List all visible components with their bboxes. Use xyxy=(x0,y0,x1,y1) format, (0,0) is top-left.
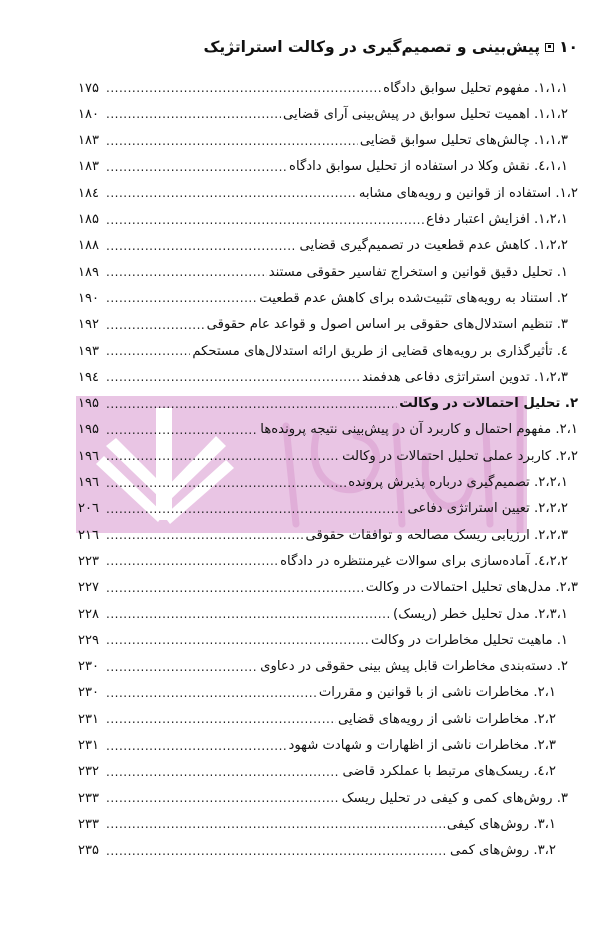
toc-entry-page-number: ۱۹۵ xyxy=(78,422,99,438)
toc-entry[interactable] xyxy=(78,602,568,626)
toc-entry-page-number: ۲۳۵ xyxy=(78,843,99,859)
toc-entry-title: ۲،۲،۳. ارزیابی ریسک مصالحه و توافقات حقوقی xyxy=(305,527,568,543)
toc-entry[interactable] xyxy=(78,471,568,495)
toc-entry-page-number: ۱۸۳ xyxy=(78,133,99,149)
toc-entry-page-number: ۲۲۹ xyxy=(78,632,99,648)
dot-leader xyxy=(106,132,358,150)
toc-entry-page-number: ۲۲۳ xyxy=(78,553,99,569)
dot-leader xyxy=(106,395,397,413)
dot-leader xyxy=(106,316,205,334)
toc-entry-title: ۳،۲. روش‌های کمی xyxy=(449,843,556,859)
square-bullet-icon xyxy=(545,43,554,52)
toc-entry-title: ۲،۱. مخاطرات ناشی از با قوانین و مقررات xyxy=(318,685,556,701)
dot-leader xyxy=(106,158,287,176)
toc-entry-title: ۲. تحلیل احتمالات در وکالت xyxy=(399,396,578,412)
toc-entry[interactable] xyxy=(78,628,568,652)
toc-entry-page-number: ۱۸۳ xyxy=(78,159,99,175)
toc-entry[interactable] xyxy=(78,102,568,126)
toc-entry-page-number: ۲۳۳ xyxy=(78,790,99,806)
toc-entry-title: ۱،۱،۲. اهمیت تحلیل سوابق در پیش‌بینی آرای قضایی xyxy=(283,106,568,122)
toc-entry-page-number: ۲۳۲ xyxy=(78,764,99,780)
toc-entry-page-number: ۱۹۳ xyxy=(78,343,99,359)
toc-entry[interactable] xyxy=(78,497,568,521)
dot-leader xyxy=(106,789,340,807)
toc-entry-page-number: ۱۸۸ xyxy=(78,238,99,254)
toc-entry-title: ۳. تنظیم استدلال‌های حقوقی بر اساس اصول و قواعد عام حقوقی xyxy=(206,317,568,333)
toc-entry-page-number: ۱۹۰ xyxy=(78,290,99,306)
page-number: ۱۰ xyxy=(559,38,578,56)
toc-entry-page-number: ۱۸۰ xyxy=(78,106,99,122)
toc-entry-title: ۱،۲،۲. کاهش عدم قطعیت در تصمیم‌گیری قضایی xyxy=(299,238,568,254)
toc-entry[interactable] xyxy=(78,339,568,363)
toc-entry[interactable] xyxy=(78,418,578,442)
toc-entry[interactable] xyxy=(78,365,568,389)
toc-entry-page-number: ۱۹٦ xyxy=(78,475,99,490)
toc-entry-page-number: ۱۹۲ xyxy=(78,317,99,333)
toc-entry-title: ۱،۲،۱. افزایش اعتبار دفاع xyxy=(426,212,568,227)
dot-leader xyxy=(106,184,357,202)
toc-entry-title: ۲،٤. ریسک‌های مرتبط با عملکرد قاضی xyxy=(342,764,556,780)
toc-entry-title: ۲،۲. کاربرد عملی تحلیل احتمالات در وکالت xyxy=(342,448,578,464)
toc-entry-page-number: ۲۱٦ xyxy=(78,527,99,543)
toc-entry[interactable] xyxy=(78,707,556,731)
toc-entry[interactable] xyxy=(78,681,556,705)
toc-entry-title: ۱،۱،٤. نقش وکلا در استفاده از تحلیل سوابق دادگاه xyxy=(289,159,568,175)
toc-entry-page-number: ۱۸۵ xyxy=(78,212,99,227)
dot-leader xyxy=(106,421,258,439)
toc-entry[interactable] xyxy=(78,181,578,205)
toc-entry-title: ۲،۳. مدل‌های تحلیل احتمالات در وکالت xyxy=(365,580,578,596)
toc-entry-page-number: ۱۷۵ xyxy=(78,80,99,96)
toc-entry-page-number: ۲۳۱ xyxy=(78,738,99,753)
toc-entry[interactable] xyxy=(78,655,568,679)
dot-leader xyxy=(106,447,340,465)
dot-leader xyxy=(106,500,405,518)
dot-leader xyxy=(106,658,258,676)
dot-leader xyxy=(106,552,278,570)
toc-entry-title: ۲،۳،۱. مدل تحلیل خطر (ریسک) xyxy=(393,606,568,622)
dot-leader xyxy=(106,368,360,386)
toc-entry[interactable] xyxy=(78,129,568,153)
toc-entry-page-number: ۲۰٦ xyxy=(78,501,99,517)
toc-entry-title: ۲،۲. مخاطرات ناشی از رویه‌های قضایی xyxy=(338,711,556,727)
toc-entry-title: ۱. تحلیل دقیق قوانین و استخراج تفاسیر حقوقی مستند xyxy=(268,264,568,280)
toc-entry-title: ۱،۱،۱. مفهوم تحلیل سوابق دادگاه xyxy=(383,80,568,96)
toc-entry[interactable] xyxy=(78,786,568,810)
toc-entry[interactable] xyxy=(78,392,578,416)
toc-entry[interactable] xyxy=(78,76,568,100)
toc-entry-page-number: ۱۸۹ xyxy=(78,264,99,280)
toc-entry-page-number: ۱۹۵ xyxy=(78,396,99,412)
toc-entry-title: ۲،۲،۲. تعیین استراتژی دفاعی xyxy=(407,501,568,517)
toc-entry[interactable] xyxy=(78,760,556,784)
toc-entry[interactable] xyxy=(78,576,578,600)
page-header xyxy=(22,34,578,60)
dot-leader xyxy=(106,289,257,307)
dot-leader xyxy=(106,631,369,649)
dot-leader xyxy=(106,579,364,597)
toc-entry-title: ۱،۱،۳. چالش‌های تحلیل سوابق قضایی xyxy=(359,133,568,149)
toc-entry-title: ۲،۲،٤. آماده‌سازی برای سوالات غیرمنتظره در دادگاه xyxy=(280,553,568,569)
dot-leader xyxy=(106,605,391,623)
toc-entry-title: ۱. ماهیت تحلیل مخاطرات در وکالت xyxy=(370,632,568,648)
dot-leader xyxy=(106,710,336,728)
toc-entry[interactable] xyxy=(78,208,568,232)
toc-entry[interactable] xyxy=(78,260,568,284)
toc-entry-title: ۲. دسته‌بندی مخاطرات قابل پیش بینی حقوقی در دعاوی xyxy=(260,659,568,675)
toc-entry-page-number: ۱۹٤ xyxy=(78,369,99,385)
toc-entry-page-number: ۱۹٦ xyxy=(78,448,99,464)
dot-leader xyxy=(106,105,281,123)
dot-leader xyxy=(106,474,346,492)
toc-entry[interactable] xyxy=(78,313,568,337)
dot-leader xyxy=(106,237,297,255)
dot-leader xyxy=(106,815,445,833)
dot-leader xyxy=(106,763,340,781)
dot-leader xyxy=(106,526,304,544)
toc-entry-title: ۳. روش‌های کمی و کیفی در تحلیل ریسک xyxy=(341,790,568,806)
toc-entry-title: ۲،۱. مفهوم احتمال و کاربرد آن در پیش‌بینی نتیجه پرونده‌ها xyxy=(260,422,578,438)
toc-entry[interactable] xyxy=(78,839,556,863)
dot-leader xyxy=(106,842,448,860)
toc-entry-title: ٤. تأثیرگذاری بر رویه‌های قضایی از طریق ارائه استدلال‌های مستحکم xyxy=(192,343,568,359)
toc-entry[interactable] xyxy=(78,523,568,547)
toc-entry-title: ۳،۱. روش‌های کیفی xyxy=(446,816,556,832)
toc-entry-title: ۲،۳. مخاطرات ناشی از اظهارات و شهادت شهود xyxy=(288,738,556,753)
toc-entry-page-number: ۱۸٤ xyxy=(78,185,99,201)
toc-entry[interactable] xyxy=(78,234,568,258)
toc-entry-page-number: ۲۲۷ xyxy=(78,580,99,596)
toc-entry[interactable] xyxy=(78,155,568,179)
dot-leader xyxy=(106,263,267,281)
dot-leader xyxy=(106,79,381,97)
toc-entry-title: ۲،۲،۱. تصمیم‌گیری درباره پذیرش پرونده xyxy=(348,475,568,490)
dot-leader xyxy=(106,737,287,755)
toc-entry-page-number: ۲۳۰ xyxy=(78,659,99,675)
toc-entry-title: ۱،۲،۳. تدوین استراتژی دفاعی هدفمند xyxy=(361,369,568,385)
toc-entry[interactable] xyxy=(78,444,578,468)
toc-entry-page-number: ۲۳۳ xyxy=(78,816,99,832)
running-title: پیش‌بینی و تصمیم‌گیری در وکالت استراتژیک xyxy=(203,38,541,56)
toc-entry-page-number: ۲۲۸ xyxy=(78,606,99,622)
toc-entry-page-number: ۲۳۰ xyxy=(78,685,99,701)
dot-leader xyxy=(106,684,317,702)
dot-leader xyxy=(106,211,424,229)
toc-entry[interactable] xyxy=(78,549,568,573)
toc-entry-title: ۲. استناد به رویه‌های تثبیت‌شده برای کاهش عدم قطعیت xyxy=(259,290,568,306)
toc-entry-title: ۱،۲. استفاده از قوانین و رویه‌های مشابه xyxy=(358,185,578,201)
toc-entry[interactable] xyxy=(78,734,556,758)
dot-leader xyxy=(106,342,190,360)
toc-entry-page-number: ۲۳۱ xyxy=(78,711,99,727)
toc-entry[interactable] xyxy=(78,286,568,310)
toc-entry[interactable] xyxy=(78,812,556,836)
